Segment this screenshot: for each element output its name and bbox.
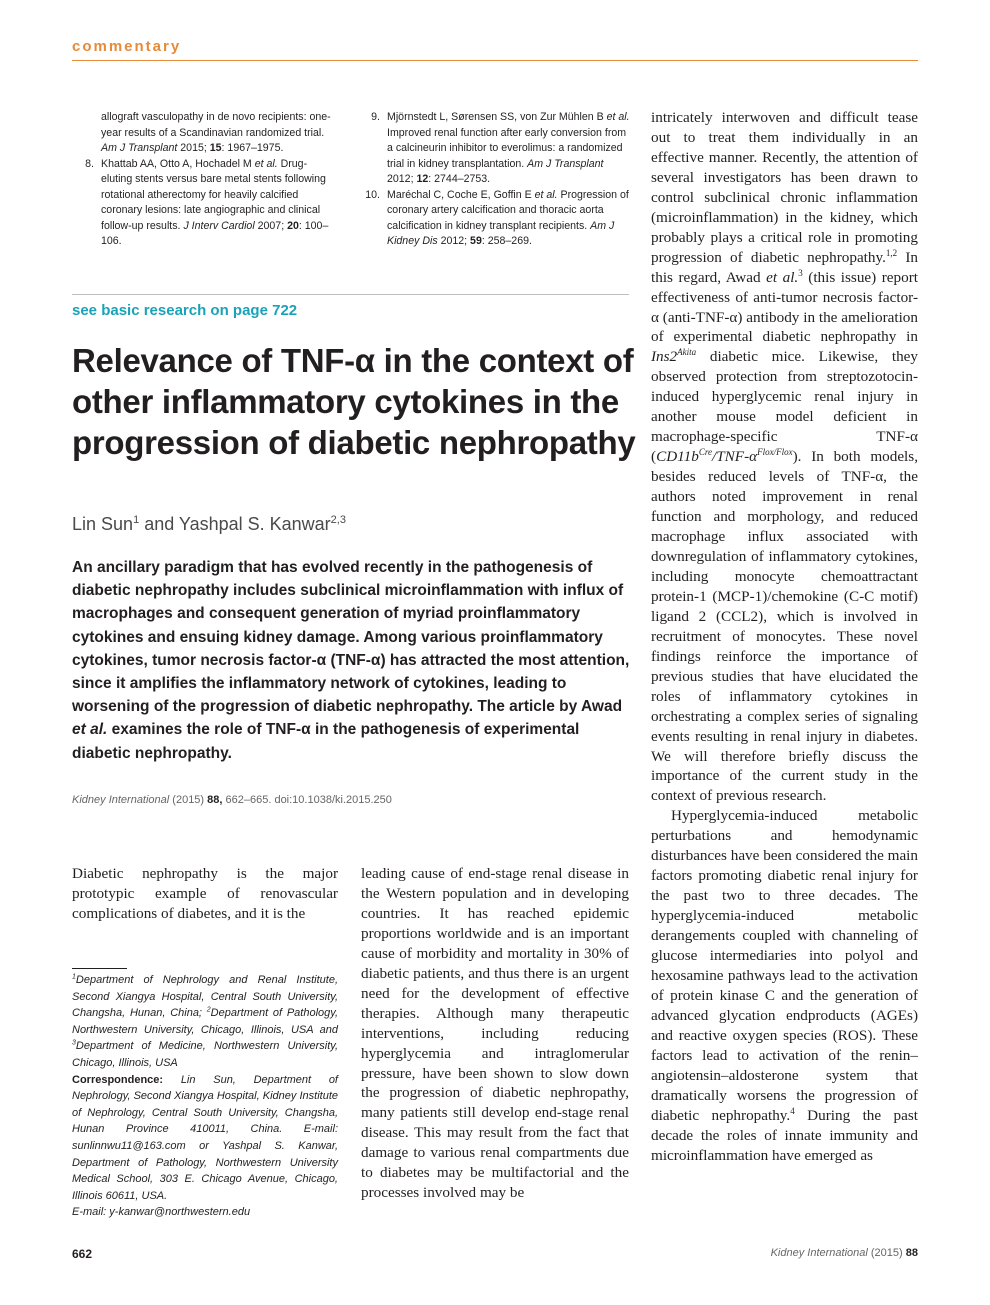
body-column-2 <box>361 864 629 1203</box>
body-paragraph: intricately interwoven and difficult tease out to treat them individually in an effective manner. Recently, the attention of several investigators has been drawn to control subclinical chronic inflammation (microinflammation) in the kidney, which probably plays a critical role in promoting progression of diabetic nephropathy.$^{1,2}$ In this regard, Awad et al.$^3$ (this issue) report effectiveness of anti-tumor necrosis factor-α (anti-TNF-α) antibody in the amelioration of experimental diabetic nephropathy in $Ins2^{Akita}$ diabetic mice. Likewise, they observed protection from streptozotocin-induced hyperglycemic renal injury in another mouse model deficient in macrophage-specific TNF-α $(CD11b^{Cre}/TNF-\alpha^{Flox/Flox})$. In both models, besides reduced levels of TNF-α, the authors noted improvement in renal function and morphology, and reduced macrophage influx associated with downregulation of inflammatory cytokines, including monocyte chemoattractant protein-1 (MCP-1)/chemokine (C-C motif) ligand 2 (CCL2), which is involved in recruitment of monocytes. These novel findings reinforce the importance of previous studies that have elucidated the roles of inflammatory cytokines in orchestrating a complex series of signaling events resulting in renal injury in diabetes. We will therefore briefly discuss the importance of the current study in the context of previous research. <box>651 109 919 805</box>
references-left <box>72 110 338 250</box>
body-paragraph: Hyperglycemia-induced metabolic perturbations and hemodynamic disturbances have been considered the main factors promoting diabetic renal injury for the past two to three decades. The hyperglycemia-induced metabolic derangements coupled with channeling of glucose intermediaries into polyol and hexosamine pathways lead to the activation of protein kinase C and the generation of advanced glycation endproducts (AGEs) and reactive oxygen species (ROS). These factors lead to activation of the renin–angiotensin–aldosterone system that dramatically worsens the progression of diabetic nephropathy.$^4$ During the past decade the roles of innate immunity and microinflammation have emerged as <box>651 807 919 1164</box>
section-label: commentary <box>72 38 182 55</box>
journal-footer: Kidney International (2015) 88 <box>770 1247 918 1259</box>
body-paragraph: leading cause of end-stage renal disease in the Western population and in developing countries. It has reached epidemic proportions worldwide and is an important cause of morbidity and mortality in 30% of diabetic patients, and thus there is an urgent need for the development of effective therapies. Although many therapeutic interventions, including reducing hyperglycemia and intraglomerular pressure, have been shown to slow down the progression of diabetic nephropathy, many patients still develop end-stage renal disease. This may result from the fact that damage to various renal compartments due to diabetes may be multifactorial and the processes involved may be <box>361 865 629 1202</box>
body-column-1 <box>72 864 338 924</box>
reference-item: 10. Maréchal C, Coche E, Goffin E et al. Progression of coronary artery calcification and thoracic aorta calcification in kidney transplant recipients. Am J Kidney Dis 2012; 59: 258–269. <box>365 188 629 247</box>
body-paragraph: Diabetic nephropathy is the major prototypic example of renovascular complications of diabetes, and it is the <box>72 865 338 922</box>
body-column-3 <box>651 108 918 1166</box>
see-basic-research-link[interactable]: see basic research on page 722 <box>72 302 298 319</box>
reference-item: 8. Khattab AA, Otto A, Hochadel M et al. Drug-eluting stents versus bare metal stents following rotational atherectomy for heavily calcified coronary lesions: late angiographic and clinical follow-up results. J Interv Cardiol 2007; 20: 100–106. <box>85 157 329 247</box>
reference-item: 9. Mjörnstedt L, Sørensen SS, von Zur Mühlen B et al. Improved renal function after early conversion from a calcineurin inhibitor to everolimus: a randomized trial in kidney transplantation. Am J Transplant 2012; 12: 2744–2753. <box>371 111 630 185</box>
affiliations-footnote: $^1$Department of Nephrology and Renal Institute, Second Xiangya Hospital, Central South University, Changsha, Hunan, China; $^2$Department of Pathology, Northwestern University, Chicago, Illinois, USA and $^3$Department of Medicine, Northwestern University, Chicago, Illinois, USA Correspondence: Lin Sun, Department of Nephrology, Second Xiangya Hospital, Kidney Institute of Nephrology, Central South University, Changsha, Hunan Province 410011, China. E-mail: sunlinnwu11@163.com or Yashpal S. Kanwar, Department of Pathology, Northwestern University Medical School, 303 E. Chicago Avenue, Chicago, Illinois 60611, USA. E-mail: y-kanwar@northwestern.edu <box>72 973 338 1219</box>
page-number: 662 <box>72 1247 93 1261</box>
header-rule <box>72 60 918 61</box>
reference-item: allograft vasculopathy in de novo recipients: one-year results of a Scandinavian randomized trial. Am J Transplant 2015; 15: 1967–1975. <box>101 111 331 154</box>
authors: Lin Sun$^1$ and Yashpal S. Kanwar$^{2,3}$ <box>72 514 346 534</box>
article-title: Relevance of TNF-α in the context of other inflammatory cytokines in the progression of diabetic nephropathy <box>72 342 636 461</box>
section-divider <box>72 294 629 295</box>
references-right <box>358 110 630 250</box>
citation: Kidney International (2015) 88, 662–665. doi:10.1038/ki.2015.250 <box>72 794 392 806</box>
footnote-rule <box>72 968 127 969</box>
abstract: An ancillary paradigm that has evolved recently in the pathogenesis of diabetic nephropathy includes subclinical microinflammation with influx of macrophages and consequent generation of myriad proinflammatory cytokines and ensuing kidney damage. Among various proinflammatory cytokines, tumor necrosis factor-α (TNF-α) has attracted the most attention, since it amplifies the inflammatory network of cytokines, leading to worsening of the progression of diabetic nephropathy. The article by Awad et al. examines the role of TNF-α in the pathogenesis of experimental diabetic nephropathy. <box>72 559 630 762</box>
